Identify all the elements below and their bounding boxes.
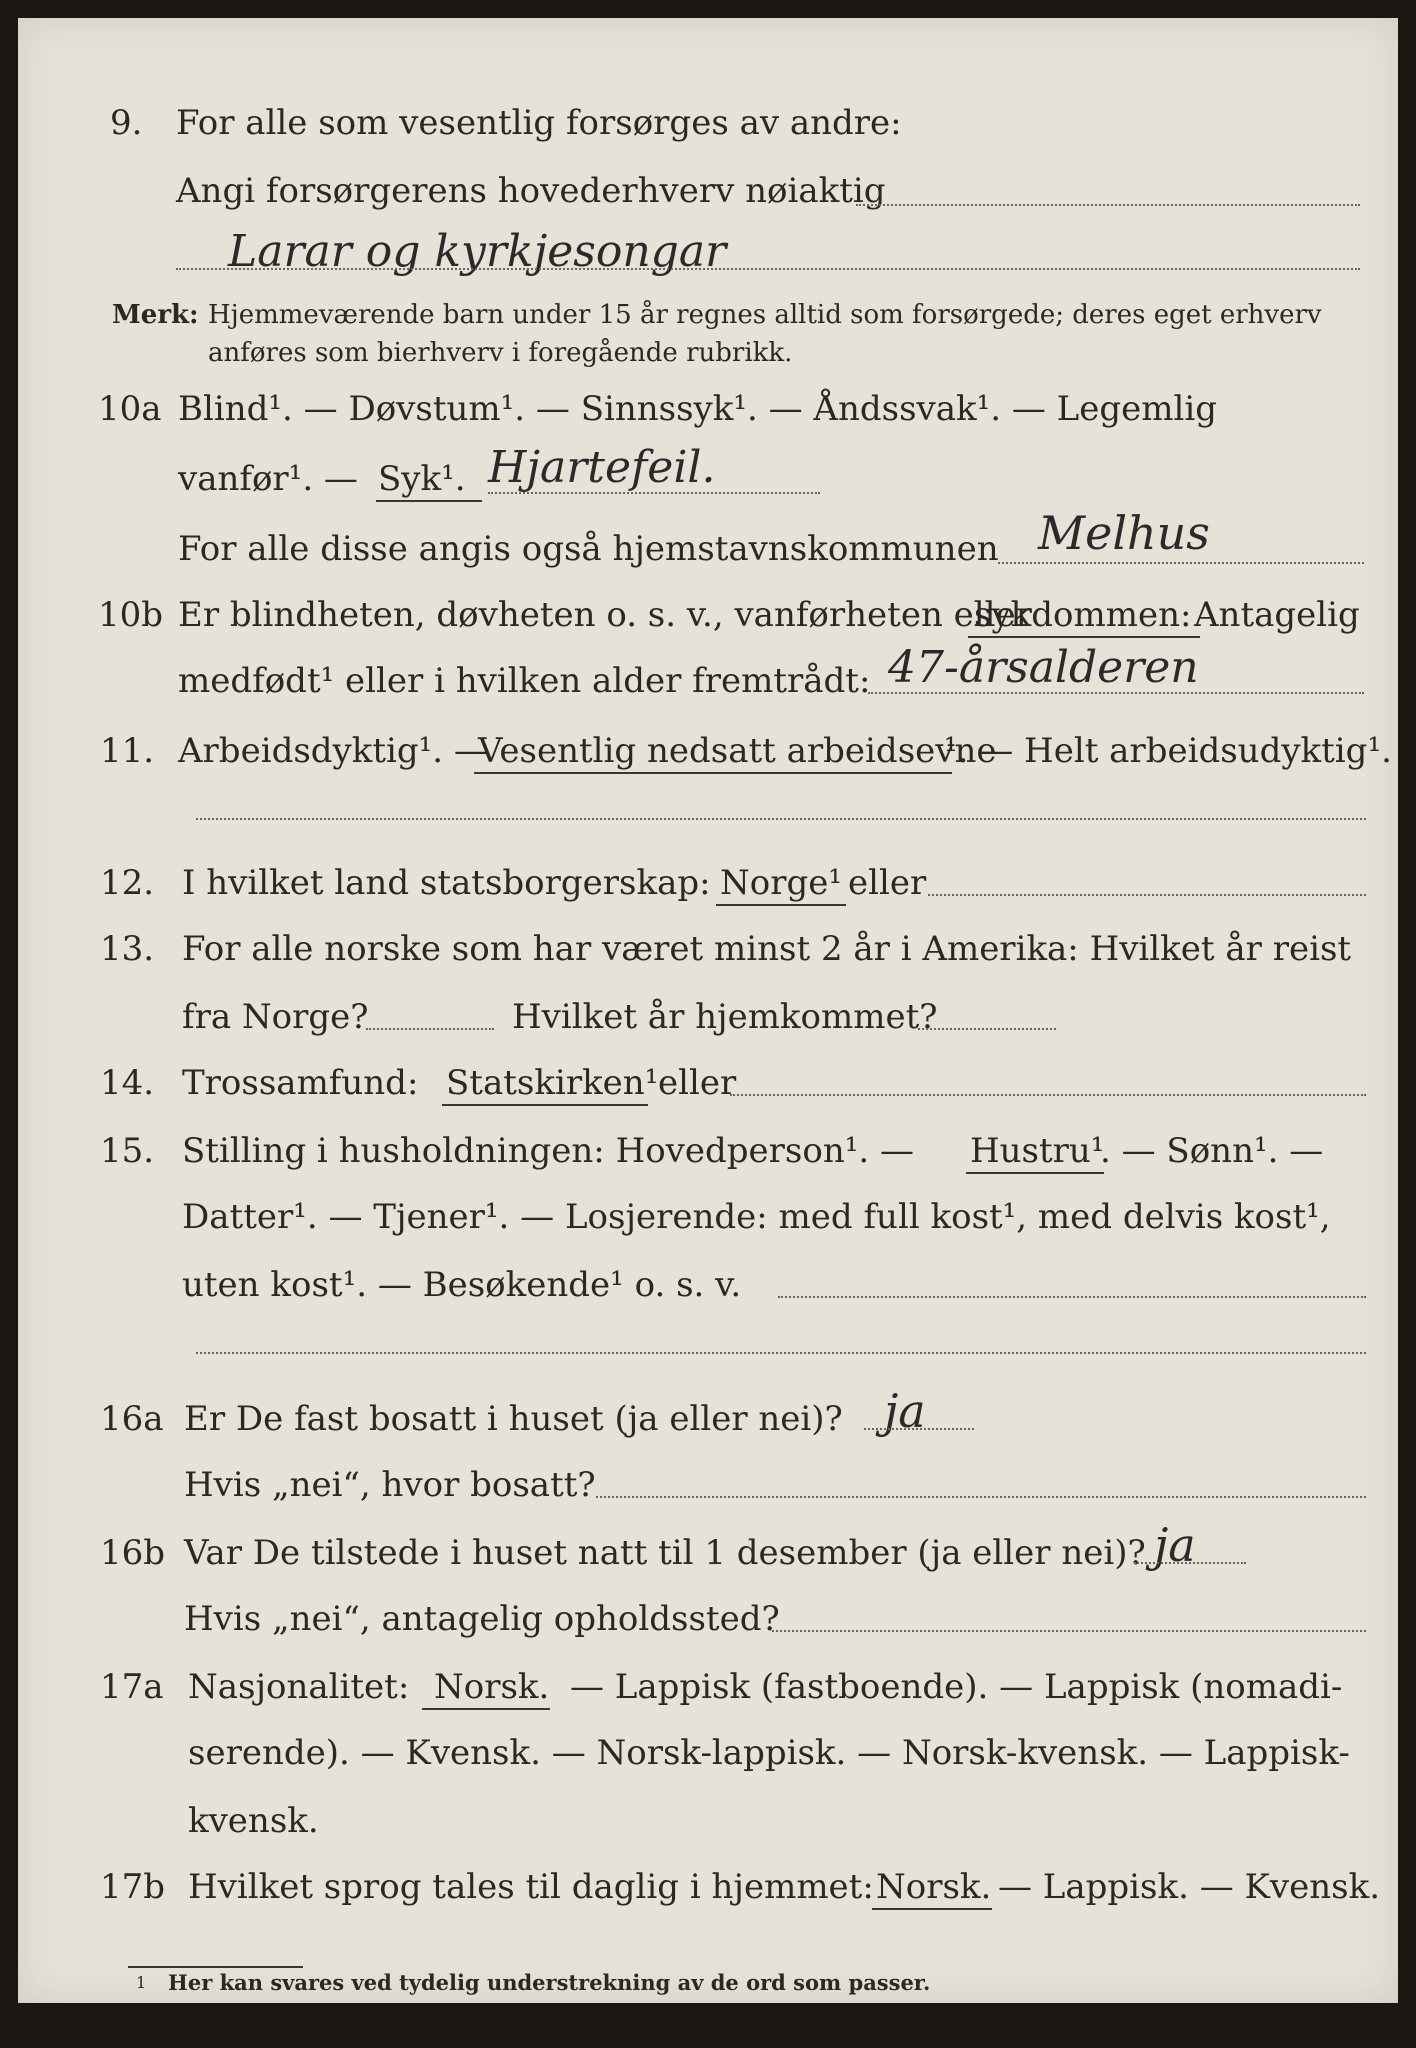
- q10b-answer-line: [868, 692, 1364, 694]
- q11-nedsatt-underline: [474, 772, 952, 774]
- q12-norge-underline: [716, 904, 846, 906]
- q11-number: 11.: [100, 731, 155, 771]
- q17a-norsk: Norsk.: [434, 1667, 550, 1707]
- q10a-syk-underline: [376, 500, 482, 502]
- q13-hjemkommet-line: [918, 1028, 1056, 1030]
- q11-option-udyktig: ¹. — Helt arbeidsudyktig¹.: [944, 731, 1392, 771]
- q10a-answer2-line: [998, 562, 1364, 564]
- q13-number: 13.: [100, 929, 155, 969]
- q10a-syk: Syk¹.: [378, 459, 466, 499]
- q16b-number: 16b: [100, 1533, 166, 1573]
- q10b-number: 10b: [98, 595, 164, 635]
- q10a-line1: Blind¹. — Døvstum¹. — Sinnssyk¹. — Åndssvak¹. — Legemlig: [178, 389, 1217, 429]
- q10b-line1a: Er blindheten, døvheten o. s. v., vanførheten eller: [178, 595, 1032, 635]
- q16a-number: 16a: [100, 1399, 164, 1439]
- q13-line2a: fra Norge?: [182, 997, 369, 1037]
- q9-number: 9.: [110, 103, 143, 143]
- q13-reist-line: [366, 1028, 494, 1030]
- q9-dotted-line: [856, 204, 1360, 206]
- q16b-line1: Var De tilstede i huset natt til 1 desember (ja eller nei)?: [184, 1533, 1146, 1573]
- q16b-answer-handwritten: ja: [1154, 1518, 1196, 1572]
- q14-number: 14.: [100, 1063, 155, 1103]
- q15-line1c: . — Sønn¹. —: [1100, 1131, 1324, 1171]
- q10b-line2: medfødt¹ eller i hvilken alder fremtrådt:: [178, 661, 871, 701]
- q11-option-arbeidsdyktig: Arbeidsdyktig¹. —: [178, 731, 488, 771]
- q10b-sykdommen-underline: [968, 636, 1200, 638]
- q10a-line2a: vanfør¹. —: [178, 459, 358, 499]
- q11-option-nedsatt: Vesentlig nedsatt arbeidsevne: [478, 731, 997, 771]
- footnote-text: Her kan svares ved tydelig understrekning av de ord som passer.: [168, 1970, 931, 1995]
- q16b-line2: Hvis „nei“, antagelig opholdssted?: [184, 1599, 780, 1639]
- q17a-line2: serende). — Kvensk. — Norsk-lappisk. — Norsk-kvensk. — Lappisk-: [188, 1733, 1350, 1773]
- q9-line1: For alle som vesentlig forsørges av andre:: [176, 103, 902, 143]
- merk-label: Merk:: [112, 300, 199, 330]
- q15-line1a: Stilling i husholdningen: Hovedperson¹. —: [182, 1131, 914, 1171]
- q10a-answer1-handwritten: Hjartefeil.: [488, 442, 716, 493]
- q15-number: 15.: [100, 1131, 155, 1171]
- q16a-line1: Er De fast bosatt i huset (ja eller nei)?: [184, 1399, 843, 1439]
- q15-line3: uten kost¹. — Besøkende¹ o. s. v.: [182, 1265, 742, 1305]
- merk-line1: Hjemmeværende barn under 15 år regnes alltid som forsørgede; deres eget erhverv: [208, 300, 1322, 330]
- q14-question: Trossamfund:: [182, 1063, 419, 1103]
- q10b-answer-handwritten: 47-årsalderen: [888, 642, 1199, 693]
- q9-answer-handwritten: Larar og kyrkjesongar: [228, 226, 727, 277]
- q12-eller: eller: [848, 863, 927, 903]
- q15-hustru: Hustru¹: [970, 1131, 1105, 1171]
- q17a-line3: kvensk.: [188, 1801, 319, 1841]
- q16a-answer-line: [864, 1428, 974, 1430]
- q13-line1: For alle norske som har været minst 2 år i Amerika: Hvilket år reist: [182, 929, 1352, 969]
- q17b-number: 17b: [100, 1867, 166, 1907]
- q12-number: 12.: [100, 863, 155, 903]
- q15-dotted-line2: [196, 1352, 1366, 1354]
- q17b-rest: — Lappisk. — Kvensk.: [998, 1867, 1381, 1907]
- q14-statskirken-underline: [442, 1104, 648, 1106]
- q17b-norsk-underline: [872, 1908, 992, 1910]
- census-form-page: [18, 18, 1398, 2003]
- q16a-answer-handwritten: ja: [884, 1384, 926, 1438]
- q17a-label: Nasjonalitet:: [188, 1667, 410, 1707]
- q11-dotted-line: [196, 818, 1366, 820]
- q16b-opholdssted-line: [772, 1630, 1366, 1632]
- q9-answer-line: [176, 268, 1360, 270]
- q10b-line1c: Antagelig: [1194, 595, 1360, 635]
- q10a-answer2-handwritten: Melhus: [1038, 506, 1210, 560]
- q15-dotted-line1: [778, 1296, 1366, 1298]
- q17b-question: Hvilket sprog tales til daglig i hjemmet:: [188, 1867, 874, 1907]
- q16b-answer-line: [1134, 1562, 1246, 1564]
- q12-norge: Norge¹: [720, 863, 842, 903]
- q14-eller: eller: [658, 1063, 737, 1103]
- q17b-norsk: Norsk.: [876, 1867, 992, 1907]
- q17a-norsk-underline: [422, 1708, 550, 1710]
- footnote-rule: [128, 1966, 303, 1968]
- footnote-mark: 1: [136, 1973, 147, 1992]
- q17a-number: 17a: [100, 1667, 164, 1707]
- q10a-number: 10a: [98, 389, 162, 429]
- q15-hustru-underline: [966, 1172, 1104, 1174]
- q16a-line2: Hvis „nei“, hvor bosatt?: [184, 1465, 596, 1505]
- q10b-sykdommen: sykdommen:: [974, 595, 1192, 635]
- q14-dotted-line: [730, 1094, 1366, 1096]
- q15-line2: Datter¹. — Tjener¹. — Losjerende: med full kost¹, med delvis kost¹,: [182, 1197, 1331, 1237]
- q17a-line1c: — Lappisk (fastboende). — Lappisk (nomadi-: [570, 1667, 1343, 1707]
- q14-statskirken: Statskirken¹: [446, 1063, 659, 1103]
- merk-line2: anføres som bierhverv i foregående rubrikk.: [208, 338, 793, 368]
- q16a-bosatt-line: [596, 1496, 1366, 1498]
- q12-dotted-line: [928, 894, 1366, 896]
- q10a-line3: For alle disse angis også hjemstavnskommunen: [178, 529, 999, 569]
- q13-line2b: Hvilket år hjemkommet?: [512, 997, 938, 1037]
- q10a-answer1-line: [488, 492, 820, 494]
- q9-line2: Angi forsørgerens hovederhverv nøiaktig: [176, 171, 886, 211]
- q12-question: I hvilket land statsborgerskap:: [182, 863, 711, 903]
